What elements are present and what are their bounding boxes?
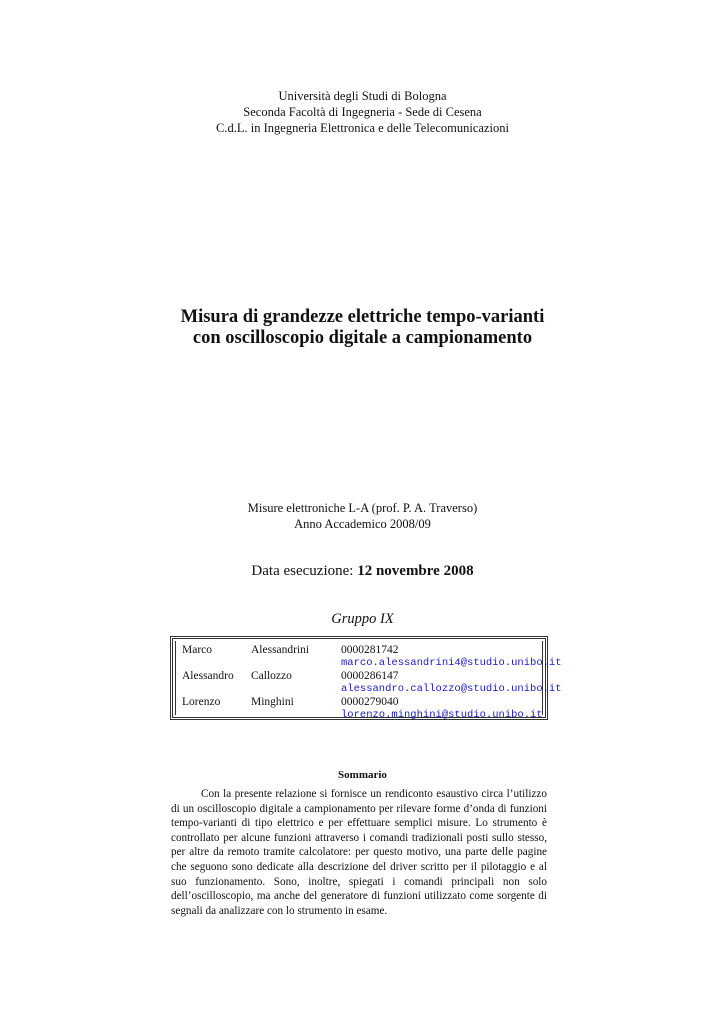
member-first-name: Lorenzo <box>182 696 221 708</box>
faculty-name: Seconda Facoltà di Ingegneria - Sede di Cesena <box>243 105 482 119</box>
group-label: Gruppo IX <box>331 611 394 627</box>
member-row <box>176 693 542 719</box>
document-title <box>0 307 725 349</box>
abstract-title: Sommario <box>338 769 387 781</box>
member-last-name: Minghini <box>251 696 294 708</box>
university-name: Università degli Studi di Bologna <box>278 89 447 103</box>
member-email-link[interactable]: marco.alessandrini4@studio.unibo.it <box>341 657 562 669</box>
member-last-name: Alessandrini <box>251 644 310 656</box>
title-line-1: Misura di grandezze elettriche tempo-varianti <box>180 307 545 327</box>
course-name: Misure elettroniche L-A (prof. P. A. Traverso) <box>247 501 478 515</box>
member-email-link[interactable]: lorenzo.minghini@studio.unibo.it <box>341 709 543 721</box>
execution-date-value: 12 novembre 2008 <box>357 563 474 579</box>
member-id: 0000286147 <box>341 670 399 682</box>
title-line-2: con oscilloscopio digitale a campionamento <box>192 328 533 348</box>
execution-date <box>0 563 725 580</box>
member-email-link[interactable]: alessandro.callozzo@studio.unibo.it <box>341 683 562 695</box>
course-of-study: C.d.L. in Ingegneria Elettronica e delle Telecomunicazioni <box>216 121 509 135</box>
member-id: 0000281742 <box>341 644 399 656</box>
member-id: 0000279040 <box>341 696 399 708</box>
university-header <box>0 88 725 136</box>
member-last-name: Callozzo <box>251 670 292 682</box>
member-row <box>176 641 562 669</box>
member-first-name: Alessandro <box>182 670 234 682</box>
course-info <box>0 500 725 532</box>
members-table <box>170 636 562 721</box>
academic-year: Anno Accademico 2008/09 <box>294 517 431 531</box>
member-first-name: Marco <box>182 644 213 656</box>
execution-label: Data esecuzione: <box>251 563 354 579</box>
member-row <box>176 667 562 695</box>
abstract-text: Con la presente relazione si fornisce un rendiconto esaustivo circa l’utilizzo di un oscilloscopio digitale a campionamento per rilevare forme d’onda di funzioni tempo-varianti di tipo elettrico e per effettuare semplici misure. Lo strumento è controllato per alcune funzioni attraverso i comandi tradizionali posti sullo stesso, per altre da remoto tramite calcolatore: per questo motivo, una parte delle pagine che seguono sono dedicate alla descrizione del driver scritto per il pilotaggio e al suo funzionamento. Sono, inoltre, spiegati i comandi principali non solo dell’oscilloscopio, ma anche del generatore di funzioni utilizzato come sorgente di segnali da analizzare con lo strumento in esame. <box>171 788 547 917</box>
